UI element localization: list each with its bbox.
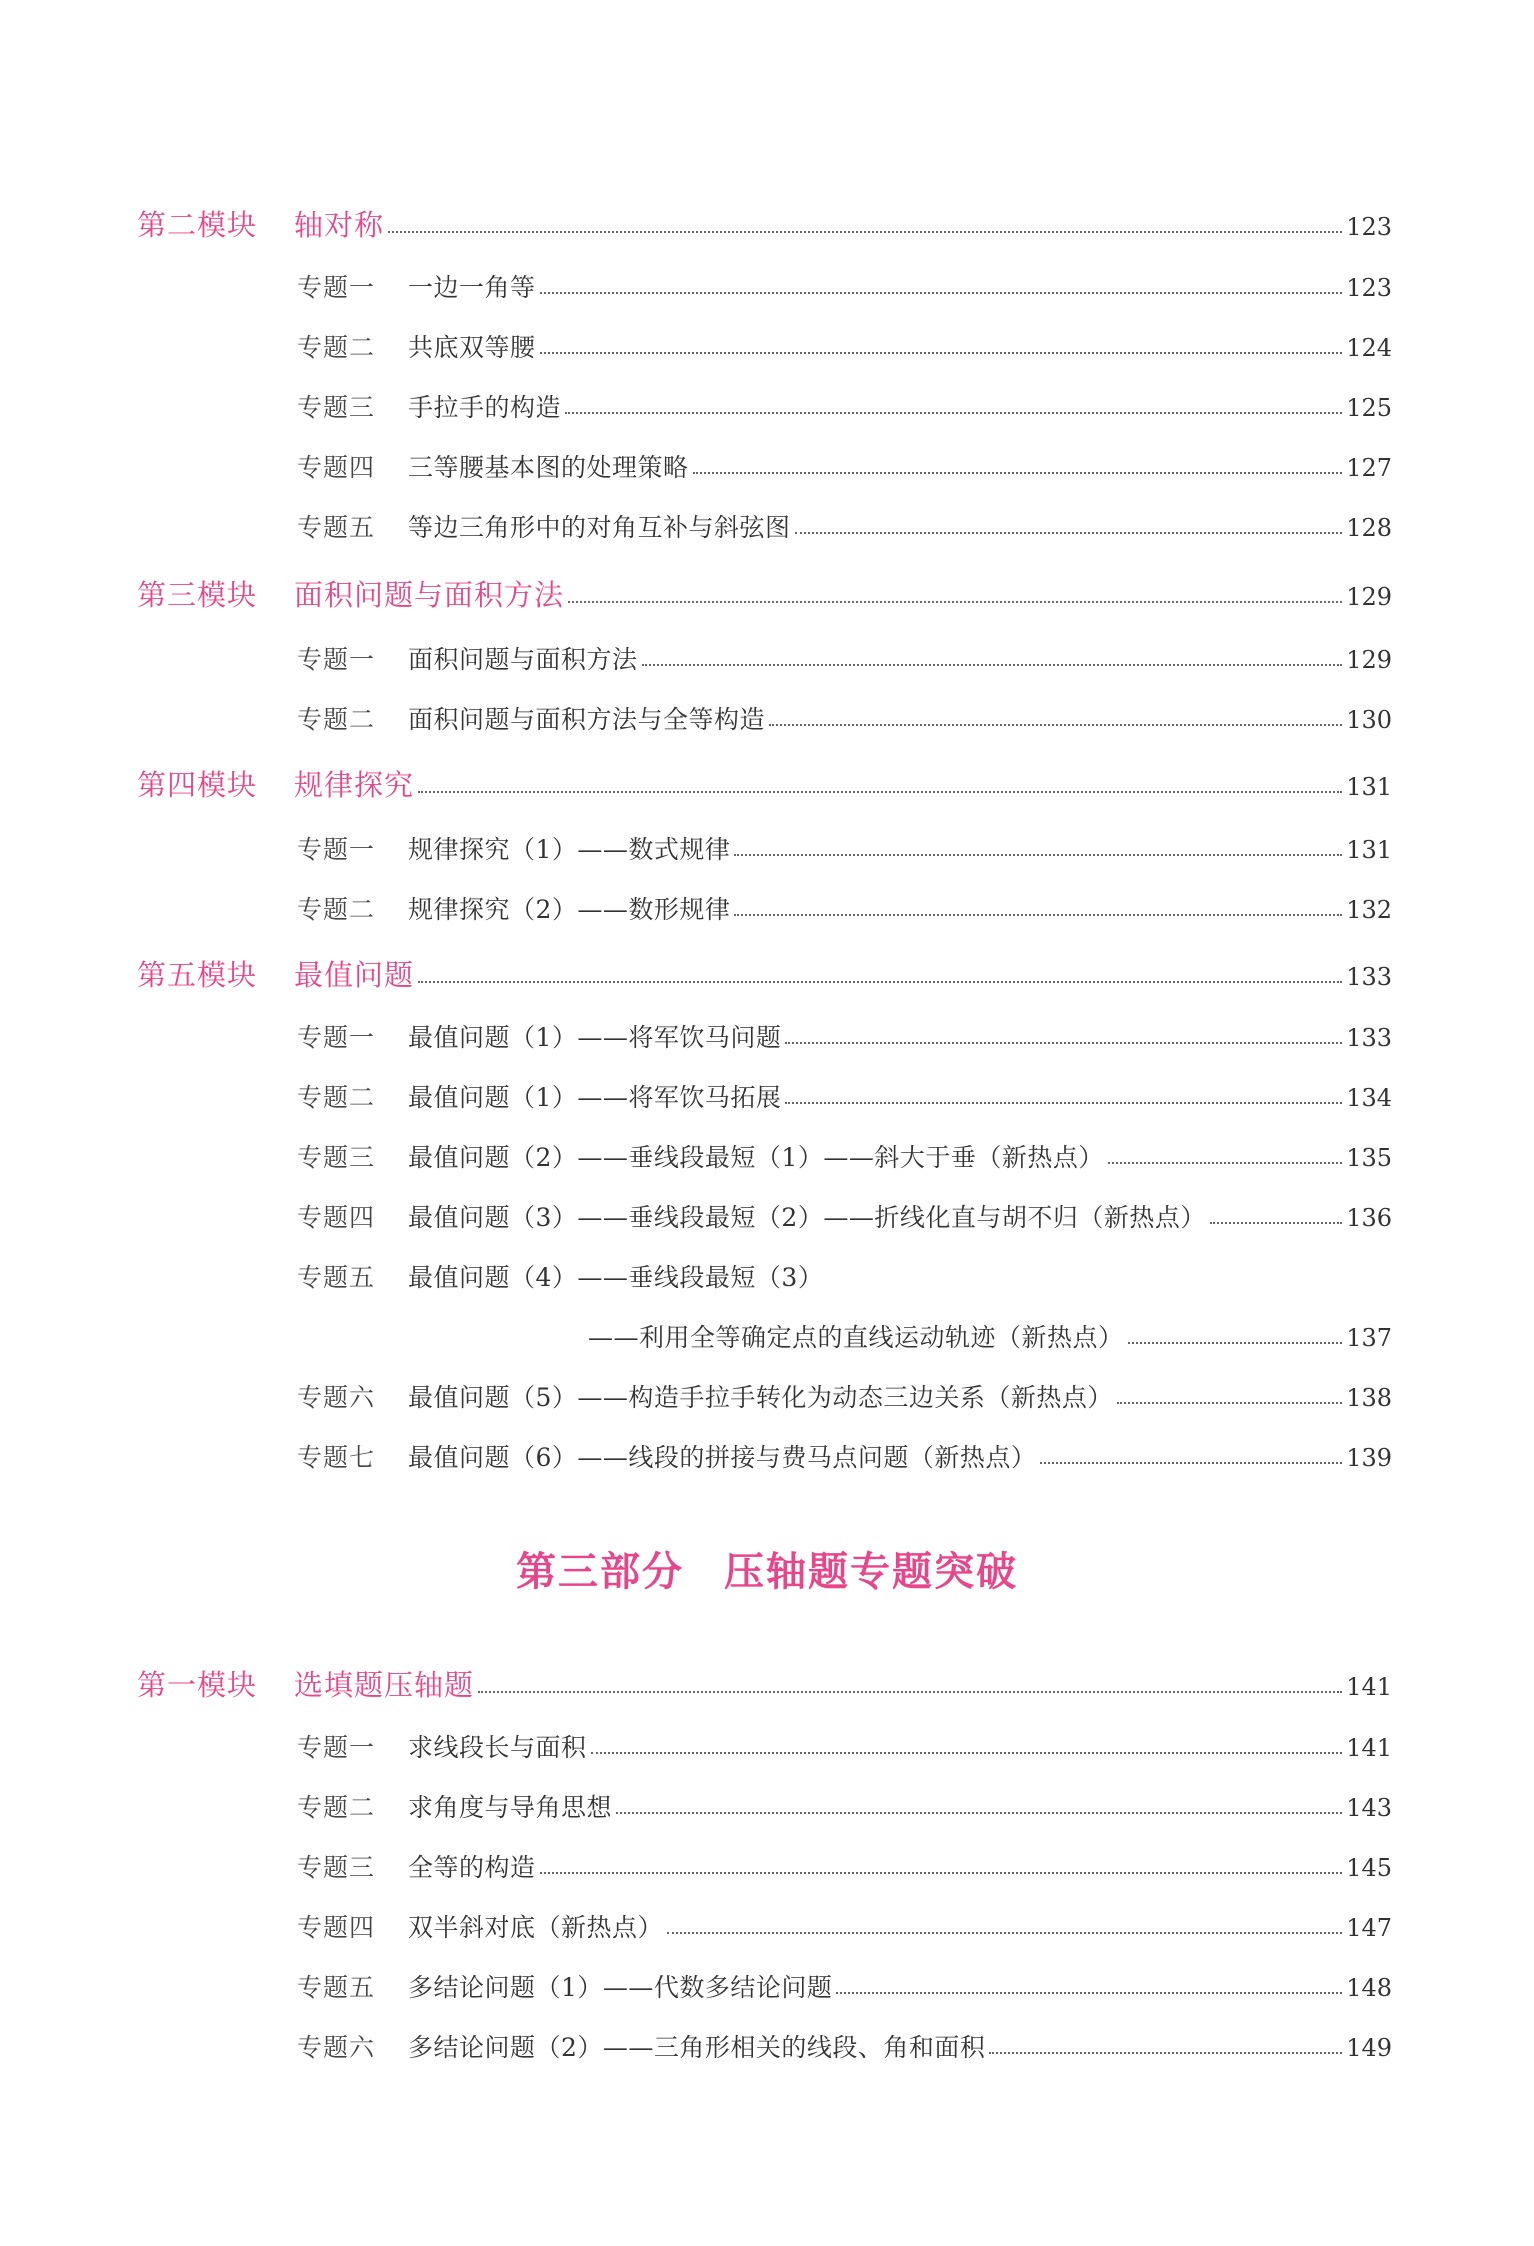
- topic-title: 最值问题（6）——线段的拼接与费马点问题（新热点）: [408, 1443, 1037, 1472]
- leader-dots: [418, 977, 1342, 983]
- leader-dots: [795, 528, 1343, 534]
- page-number: 133: [1346, 1024, 1392, 1052]
- leader-dots: [989, 2048, 1342, 2054]
- topic-label: 专题七: [297, 1443, 376, 1472]
- leader-dots: [734, 910, 1342, 916]
- topic-label: 专题四: [297, 453, 376, 482]
- leader-dots: [478, 1687, 1342, 1693]
- page-number: 123: [1346, 274, 1392, 302]
- page-number: 138: [1346, 1384, 1392, 1412]
- leader-dots: [591, 1748, 1343, 1754]
- topic-title: 一边一角等: [408, 273, 536, 302]
- topic-title: 求线段长与面积: [408, 1733, 587, 1762]
- page-number: 133: [1346, 963, 1392, 991]
- topic-title: 面积问题与面积方法: [408, 645, 638, 674]
- topic-label: 专题二: [297, 1793, 376, 1822]
- leader-dots: [693, 468, 1343, 474]
- page-number: 123: [1346, 213, 1392, 241]
- page-number: 130: [1346, 706, 1392, 734]
- topic-title: 最值问题（4）——垂线段最短（3）: [408, 1263, 824, 1292]
- leader-dots: [667, 1928, 1342, 1934]
- topic-title: 多结论问题（2）——三角形相关的线段、角和面积: [408, 2033, 986, 2062]
- topic-label: 专题五: [297, 1263, 376, 1292]
- leader-dots: [540, 288, 1343, 294]
- leader-dots: [540, 1868, 1343, 1874]
- leader-dots: [388, 227, 1342, 233]
- topic-title: 最值问题（1）——将军饮马拓展: [408, 1083, 782, 1112]
- page-number: 143: [1346, 1794, 1392, 1822]
- topic-title: 最值问题（2）——垂线段最短（1）——斜大于垂（新热点）: [408, 1143, 1104, 1172]
- page-number: 131: [1346, 773, 1392, 801]
- page-number: 149: [1346, 2034, 1392, 2062]
- page-number: 132: [1346, 896, 1392, 924]
- page-number: 129: [1346, 583, 1392, 611]
- topic-title: 手拉手的构造: [408, 393, 562, 422]
- module-label: 第三模块: [137, 578, 258, 612]
- topic-label: 专题六: [297, 1383, 376, 1412]
- topic-label: 专题四: [297, 1913, 376, 1942]
- topic-label: 专题六: [297, 2033, 376, 2062]
- page-number: 135: [1346, 1144, 1392, 1172]
- leader-dots: [785, 1098, 1342, 1104]
- page-number: 128: [1346, 514, 1392, 542]
- module-label: 第四模块: [137, 768, 258, 802]
- part-heading: [0, 1540, 1534, 1597]
- topic-label: 专题二: [297, 705, 376, 734]
- topic-title: 多结论问题（1）——代数多结论问题: [408, 1973, 833, 2002]
- topic-label: 专题三: [297, 1853, 376, 1882]
- leader-dots: [785, 1038, 1342, 1044]
- topic-title: 最值问题（5）——构造手拉手转化为动态三边关系（新热点）: [408, 1383, 1113, 1412]
- leader-dots: [836, 1988, 1342, 1994]
- module-title: 规律探究: [294, 768, 415, 802]
- module-title: 最值问题: [294, 958, 415, 992]
- page-number: 141: [1346, 1673, 1392, 1701]
- part-title: 压轴题专题突破: [724, 1548, 1018, 1595]
- module-label: 第二模块: [137, 208, 258, 242]
- leader-dots: [769, 720, 1342, 726]
- leader-dots: [642, 660, 1343, 666]
- topic-label: 专题一: [297, 1023, 376, 1052]
- leader-dots: [568, 597, 1342, 603]
- page-number: 137: [1346, 1324, 1392, 1352]
- topic-label: 专题一: [297, 1733, 376, 1762]
- topic-title: 最值问题（1）——将军饮马问题: [408, 1023, 782, 1052]
- topic-label: 专题五: [297, 513, 376, 542]
- module-label: 第一模块: [137, 1668, 258, 1702]
- leader-dots: [1128, 1338, 1343, 1344]
- leader-dots: [734, 850, 1342, 856]
- topic-label: 专题二: [297, 333, 376, 362]
- page-number: 141: [1346, 1734, 1392, 1762]
- topic-label: 专题二: [297, 895, 376, 924]
- topic-title: 规律探究（2）——数形规律: [408, 895, 731, 924]
- page-number: 145: [1346, 1854, 1392, 1882]
- leader-dots: [1108, 1158, 1342, 1164]
- topic-label: 专题四: [297, 1203, 376, 1232]
- topic-title: 双半斜对底（新热点）: [408, 1913, 664, 1942]
- leader-dots: [565, 408, 1342, 414]
- topic-label: 专题二: [297, 1083, 376, 1112]
- topic-title: 规律探究（1）——数式规律: [408, 835, 731, 864]
- topic-title: 全等的构造: [408, 1853, 536, 1882]
- page-number: 134: [1346, 1084, 1392, 1112]
- topic-label: 专题三: [297, 1143, 376, 1172]
- page-number: 136: [1346, 1204, 1392, 1232]
- page-number: 127: [1346, 454, 1392, 482]
- leader-dots: [540, 348, 1343, 354]
- leader-dots: [418, 787, 1342, 793]
- leader-dots: [1117, 1398, 1342, 1404]
- page-number: 147: [1346, 1914, 1392, 1942]
- topic-title-continuation: ——利用全等确定点的直线运动轨迹（新热点）: [588, 1323, 1124, 1352]
- topic-title: 三等腰基本图的处理策略: [408, 453, 689, 482]
- page-number: 124: [1346, 334, 1392, 362]
- topic-title: 等边三角形中的对角互补与斜弦图: [408, 513, 791, 542]
- module-title: 面积问题与面积方法: [294, 578, 565, 612]
- topic-label: 专题一: [297, 273, 376, 302]
- topic-title: 求角度与导角思想: [408, 1793, 613, 1822]
- module-label: 第五模块: [137, 958, 258, 992]
- module-title: 轴对称: [294, 208, 385, 242]
- part-prefix: 第三部分: [516, 1548, 684, 1595]
- topic-title: 面积问题与面积方法与全等构造: [408, 705, 766, 734]
- leader-dots: [616, 1808, 1342, 1814]
- topic-title: 最值问题（3）——垂线段最短（2）——折线化直与胡不归（新热点）: [408, 1203, 1206, 1232]
- topic-title: 共底双等腰: [408, 333, 536, 362]
- page-number: 139: [1346, 1444, 1392, 1472]
- leader-dots: [1040, 1458, 1342, 1464]
- topic-label: 专题三: [297, 393, 376, 422]
- topic-label: 专题五: [297, 1973, 376, 2002]
- leader-dots: [1210, 1218, 1342, 1224]
- page-number: 125: [1346, 394, 1392, 422]
- page-number: 148: [1346, 1974, 1392, 2002]
- topic-label: 专题一: [297, 645, 376, 674]
- topic-label: 专题一: [297, 835, 376, 864]
- page-number: 131: [1346, 836, 1392, 864]
- page-number: 129: [1346, 646, 1392, 674]
- module-title: 选填题压轴题: [294, 1668, 475, 1702]
